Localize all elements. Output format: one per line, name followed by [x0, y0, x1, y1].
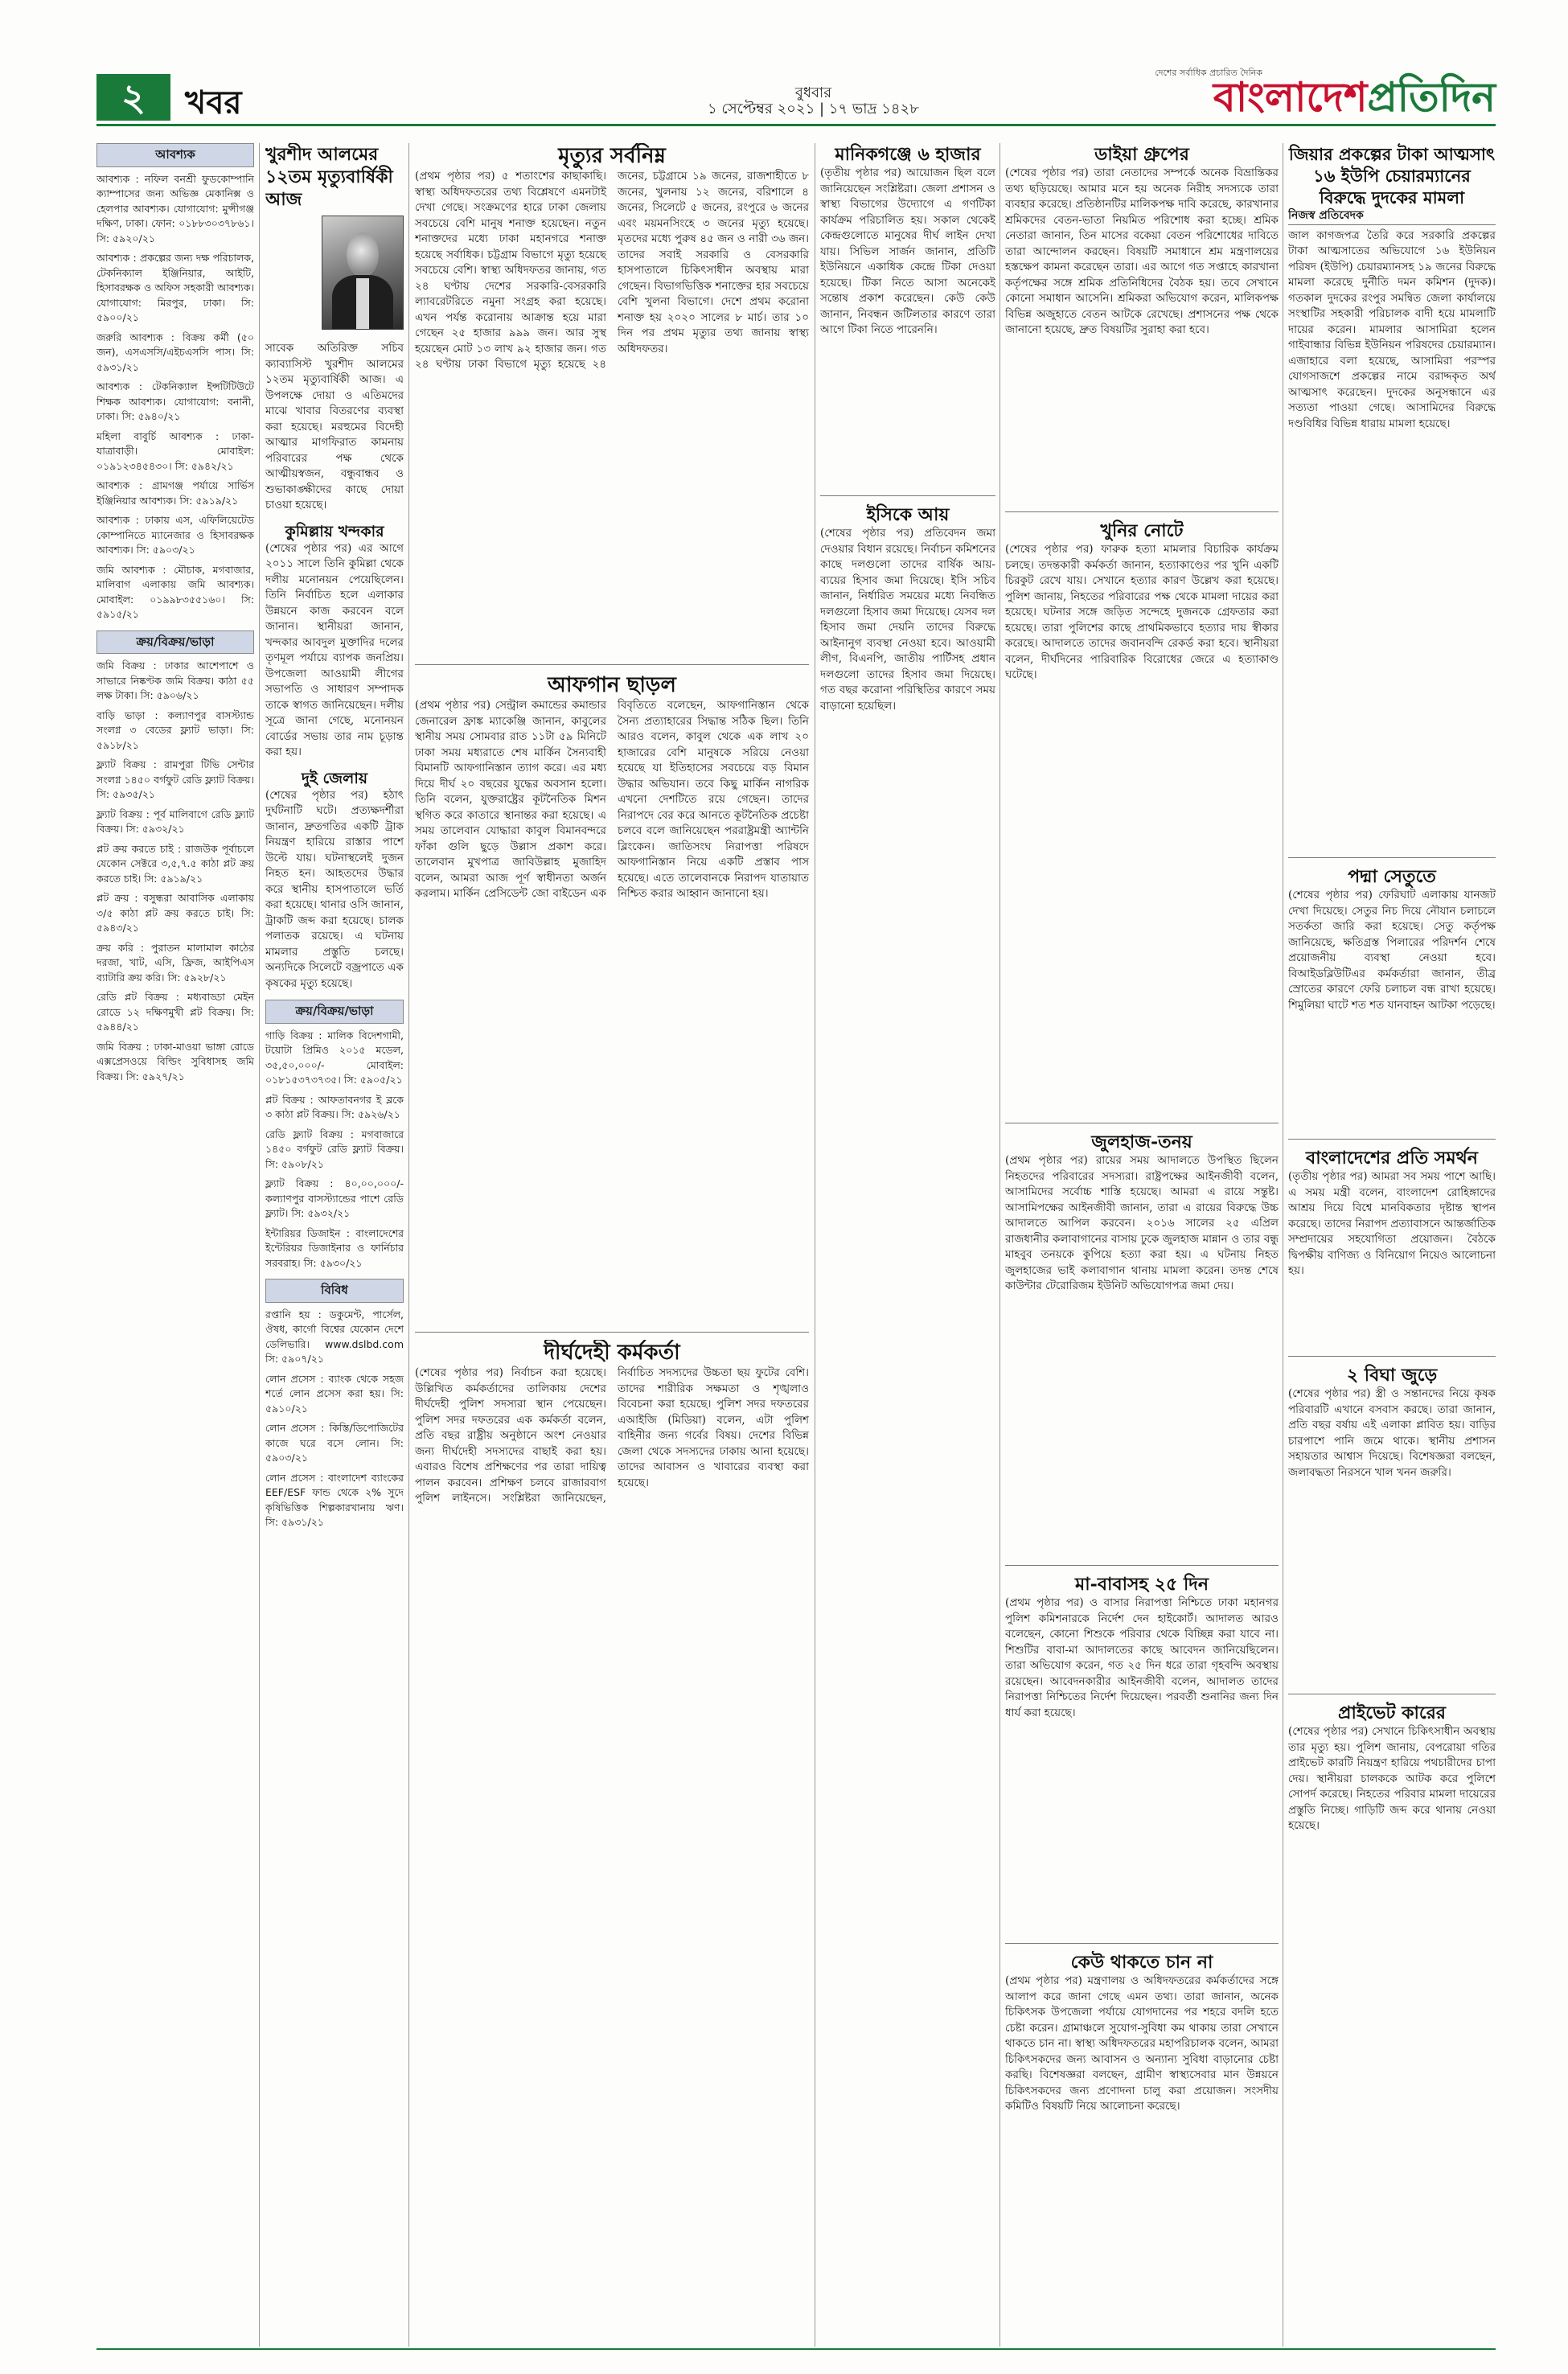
two-districts-text: (শেষের পৃষ্ঠার পর) হঠাৎ দুর্ঘটনাটি ঘটে। প্রত্যক্ষদর্শীরা জানান, দ্রুতগতির একটি ট্রাক নিয়ন্ত্রণ হারিয়ে রাস্তার পাশে উল্টে যায়। ঘটনাস্থলেই দুজন নিহত হন। আহতদের উদ্ধার করে স্থানীয় হাসপাতালে ভর্তি করা হয়েছে। থানার ওসি জানান, ট্রাকটি জব্দ করা হয়েছে। চালক পলাতক রয়েছে। এ ঘটনায় মামলার প্রস্তুতি চলছে। অন্যদিকে সিলেটে বজ্রপাতে এক কৃষকের মৃত্যু হয়েছে।	[265, 788, 404, 990]
weekday: বুধবার	[794, 84, 832, 101]
misc-entry: লোন প্রসেস : বাংলাদেশ ব্যাংকের EEF/ESF ফান্ড থেকে ২% সুদে কৃষিভিত্তিক শিল্পকারখানায় ঋণ। সি: ৫৯৩১/২১	[265, 1471, 404, 1528]
page-number: ২	[96, 74, 170, 121]
misc-heading: বিবিধ	[265, 1279, 404, 1303]
date: ১ সেপ্টেম্বর ২০২১ | ১৭ ভাদ্র ১৪২৮	[708, 101, 919, 117]
page-footer-rule	[96, 2348, 1496, 2350]
private-text: (শেষের পৃষ্ঠার পর) সেখানে চিকিৎসাধীন অবস্থায় তার মৃত্যু হয়। পুলিশ জানায়, বেপরোয়া গতির প্রাইভেট কারটি নিয়ন্ত্রণ হারিয়ে পথচারীদের চাপা দেয়। স্থানীয়রা চালককে আটক করে পুলিশে সোপর্দ করেছে। নিহতের পরিবার মামলা দায়েরের প্রস্তুতি নিচ্ছে। গাড়িটি জব্দ করে থানায় নেওয়া হয়েছে।	[1288, 1725, 1496, 1832]
manikganj-headline: মানিকগঞ্জে ৬ হাজার	[835, 144, 981, 165]
misc-list	[265, 1308, 404, 1530]
buysell-entry: জমি বিক্রয় : ঢাকা-মাওয়া ভাঙ্গা রোডে এক্সপ্রেসওয়ে বিল্ডিং সুবিধাসহ জমি বিক্রয়। সি: ৫৯২৭/২১	[96, 1040, 254, 1082]
buysell2-entry: ইন্টারিয়র ডিজাইন : বাংলাদেশের ইন্টেরিয়র ডিজাইনার ও ফার্নিচার সরবরাহ। সি: ৫৯৩০/২১	[265, 1226, 404, 1269]
flood-text: (প্রথম পৃষ্ঠার পর) রায়ের সময় আদালতে উপস্থিত ছিলেন নিহতদের পরিবারের সদস্যরা। রাষ্ট্রপক্ষের আইনজীবী বলেন, আসামিদের সর্বোচ্চ শাস্তি হয়েছে। আমরা এ রায়ে সন্তুষ্ট। আসামিপক্ষের আইনজীবী জানান, তারা এ রায়ের বিরুদ্ধে উচ্চ আদালতে আপিল করবেন। ২০১৬ সালের ২৫ এপ্রিল রাজধানীর কলাবাগানের বাসায় ঢুকে জুলহাজ মান্নান ও তার বন্ধু মাহবুব তনয়কে কুপিয়ে হত্যা করা হয়। এ ঘটনায় নিহত জুলহাজের ভাই কলাবাগান থানায় মামলা করেন। তদন্ত শেষে কাউন্টার টেরোরিজম ইউনিট অভিযোগপত্র জমা দেয়।	[1005, 1154, 1279, 1292]
story-divider	[1005, 1943, 1279, 1944]
twobigha-text: (শেষের পৃষ্ঠার পর) স্ত্রী ও সন্তানদের নিয়ে কৃষক পরিবারটি এখানে বসবাস করছে। তারা জানান, প্রতি বছর বর্ষায় এই এলাকা প্লাবিত হয়। বাড়ির চারপাশে পানি জমে থাকে। স্থানীয় প্রশাসন সহায়তার আশ্বাস দিয়েছে। বিশেষজ্ঞরা বলছেন, জলাবদ্ধতা নিরসনে খাল খনন জরুরি।	[1288, 1387, 1496, 1479]
buysell2-entry: প্লট বিক্রয় : আফতাবনগর ই ব্লকে ৩ কাঠা প্লট বিক্রয়। সি: ৫৯২৬/২১	[265, 1093, 404, 1120]
buysell2-list	[265, 1029, 404, 1271]
money-headline: খুনির নোটে	[1100, 520, 1184, 541]
newspaper-logo	[1213, 68, 1496, 134]
support-headline: বাংলাদেশের প্রতি সমর্থন	[1306, 1148, 1478, 1169]
sixty-headline: কেউ থাকতে চান না	[1070, 1952, 1213, 1973]
story-divider	[415, 664, 809, 665]
diaz-story	[1005, 143, 1279, 505]
logo-part2: প্রতিদিন	[1367, 73, 1496, 121]
sixteen-headline: জিয়ার প্রকল্পের টাকা আত্মসাৎ ১৬ ইউপি চেয়ারম্যানের বিরুদ্ধে দুদকের মামলা	[1288, 144, 1496, 207]
buysell-entry: বাড়ি ভাড়া : কল্যাণপুর বাসস্ট্যান্ড সংলগ্ন ৩ বেডের ফ্ল্যাট ভাড়া। সি: ৫৯১৮/২১	[96, 709, 254, 751]
logo-part1: বাংলাদেশ	[1213, 73, 1368, 121]
column-rule	[259, 143, 260, 2347]
sixteen-story	[1288, 143, 1496, 851]
flood-story	[1005, 1131, 1279, 1557]
buysell-heading: ক্রয়/বিক্রয়/ভাড়া	[96, 630, 254, 655]
afghan-story	[415, 672, 809, 1324]
padma-headline: পদ্মা সেতুতে	[1348, 866, 1436, 887]
story-divider	[1005, 511, 1279, 512]
classified-heading: আবশ্যক	[96, 143, 254, 167]
buysell2-entry: রেডি ফ্ল্যাট বিক্রয় : মগবাজারে ১৪৫০ বর্গফুট রেডি ফ্ল্যাট বিক্রয়। সি: ৫৯০৮/২১	[265, 1127, 404, 1170]
private-headline: প্রাইভেট কারের	[1338, 1702, 1446, 1723]
column-rule	[999, 143, 1000, 2347]
buysell-list	[96, 659, 254, 1084]
classified-entry: মহিলা বাবুর্চি আবশ্যক : ঢাকা-যাত্রাবাড়ী। মোবাইল: ০১৯১২৩৪৫৪৩০। সি: ৫৯৪২/২১	[96, 429, 254, 472]
mothers-text: (প্রথম পৃষ্ঠার পর) ও বাসার নিরাপত্তা নিশ্চিতে ঢাকা মহানগর পুলিশ কমিশনারকে নির্দেশ দেন হাইকোর্ট। আদালত আরও বলেছেন, কোনো শিশুকে পরিবার থেকে বিচ্ছিন্ন করা যাবে না। শিশুটির বাবা-মা আদালতের কাছে আবেদন জানিয়েছিলেন। তারা অভিযোগ করেন, গত ২৫ দিন ধরে তারা গৃহবন্দি অবস্থায় রয়েছেন। আবেদনকারীর আইনজীবী বলেন, আদালত তাদের নিরাপত্তা নিশ্চিতের নির্দেশ দিয়েছেন। পরবর্তী শুনানির জন্য দিন ধার্য করা হয়েছে।	[1005, 1596, 1279, 1719]
support-story	[1288, 1147, 1496, 1348]
misc-entry: লোন প্রসেস : কিস্তি/ডিপোজিটের কাজে ঘরে বসে লোন। সি: ৫৯০৩/২১	[265, 1422, 404, 1464]
afghan-headline: আফগান ছাড়ল	[548, 673, 676, 697]
death-text: (প্রথম পৃষ্ঠার পর) ৫ শতাংশের কাছাকাছি। স্বাস্থ্য অধিদফতরের তথ্য বিশ্লেষণে এমনটাই দেখা গেছে। সংক্রমণের হারে ঢাকা জেলায় সবচেয়ে বেশি মানুষ শনাক্ত হয়েছেন। নতুন শনাক্তদের মধ্যে ঢাকা মহানগরে শনাক্ত হয়েছে সর্বাধিক। চট্টগ্রাম বিভাগে মৃত্যু হয়েছে সবচেয়ে বেশি। স্বাস্থ্য অধিদফতর জানায়, গত ২৪ ঘণ্টায় দেশের সরকারি-বেসরকারি ল্যাবরেটরিতে নমুনা সংগ্রহ করা হয়েছে। এখন পর্যন্ত করোনায় আক্রান্ত হয়ে মারা গেছেন ২৫ হাজার ৯৯৯ জন। আর সুস্থ হয়েছেন মোট ১৩ লাখ ৯২ হাজার জন। গত ২৪ ঘণ্টায় ঢাকা বিভাগে মৃত্যু হয়েছে ২৪ জনের, চট্টগ্রামে ১৯ জনের, রাজশাহীতে ৮ জনের, খুলনায় ১২ জনের, বরিশালে ৪ জনের, সিলেটে ৫ জনের, রংপুরে ৬ জনের এবং ময়মনসিংহে ৩ জনের মৃত্যু হয়েছে। মৃতদের মধ্যে পুরুষ ৪৫ জন ও নারী ৩৬ জন। তাদের সবাই সরকারি ও বেসরকারি হাসপাতালে চিকিৎসাধীন অবস্থায় মারা গেছেন। বিভাগভিত্তিক শনাক্তের হার সবচেয়ে বেশি খুলনা বিভাগে। দেশে প্রথম করোনা শনাক্ত হয় ২০২০ সালের ৮ মার্চ। তার ১০ দিন পর প্রথম মৃত্যুর তথ্য জানায় স্বাস্থ্য অধিদফতর।	[415, 170, 809, 371]
death-headline: মৃত্যুর সর্বনিম্ন	[558, 144, 666, 168]
dateline	[708, 85, 919, 117]
buysell2-heading: ক্রয়/বিক্রয়/ভাড়া	[265, 1000, 404, 1024]
buysell-entry: ফ্ল্যাট বিক্রয় : রামপুরা টিভি সেন্টার সংলগ্ন ১৪৫০ বর্গফুট রেডি ফ্ল্যাট বিক্রয়। সি: ৫৯৩৫/২১	[96, 758, 254, 800]
buysell-entry: প্লট ক্রয় : বসুন্ধরা আবাসিক এলাকায় ৩/৫ কাঠা প্লট ক্রয় করতে চাই। সি: ৫৯৪৩/২১	[96, 892, 254, 934]
twobigha-headline: ২ বিঘা জুড়ে	[1346, 1365, 1438, 1386]
classified-entry: আবশ্যক : টেকনিক্যাল ইন্সটিটিউটে শিক্ষক আবশ্যক। যোগাযোগ: বনানী, ঢাকা। সি: ৫৯৪০/২১	[96, 380, 254, 422]
sixty-text: (প্রথম পৃষ্ঠার পর) মন্ত্রণালয় ও অধিদফতরের কর্মকর্তাদের সঙ্গে আলাপ করে জানা গেছে এমন তথ্য। তারা জানান, অনেক চিকিৎসক উপজেলা পর্যায়ে যোগদানের পর শহরে বদলি হতে চেষ্টা করেন। গ্রামাঞ্চলে সুযোগ-সুবিধা কম থাকায় তারা সেখানে থাকতে চান না। স্বাস্থ্য অধিদফতরের মহাপরিচালক বলেন, আমরা চিকিৎসকদের জন্য আবাসন ও অন্যান্য সুবিধা বাড়ানোর চেষ্টা করছি। বিশেষজ্ঞরা বলছেন, গ্রামীণ স্বাস্থ্যসেবার মান উন্নয়নে চিকিৎসকদের জন্য প্রণোদনা চালু করা প্রয়োজন। সংসদীয় কমিটিও বিষয়টি নিয়ে আলোচনা করেছে।	[1005, 1974, 1279, 2113]
afghan-text: (প্রথম পৃষ্ঠার পর) সেন্ট্রাল কমান্ডের কমান্ডার জেনারেল ফ্রাঙ্ক ম্যাকেঞ্জি জানান, কাবুলের স্থানীয় সময় সোমবার রাত ১১টা ৫৯ মিনিটে ঢাকা সময় মধ্যরাতে শেষ মার্কিন সৈন্যবাহী বিমানটি আফগানিস্তান ত্যাগ করে। এর মধ্য দিয়ে দীর্ঘ ২০ বছরের যুদ্ধের অবসান হলো। তিনি বলেন, যুক্তরাষ্ট্রের কূটনৈতিক মিশন স্থগিত করে কাতারে স্থানান্তর করা হয়েছে। এ সময় তালেবান যোদ্ধারা কাবুল বিমানবন্দরে ফাঁকা গুলি ছুড়ে উল্লাস প্রকাশ করে। তালেবান মুখপাত্র জাবিউল্লাহ মুজাহিদ বলেন, আমরা আজ পূর্ণ স্বাধীনতা অর্জন করলাম। মার্কিন প্রেসিডেন্ট জো বাইডেন এক বিবৃতিতে বলেছেন, আফগানিস্তান থেকে সৈন্য প্রত্যাহারের সিদ্ধান্ত সঠিক ছিল। তিনি আরও বলেন, কাবুল থেকে এক লাখ ২০ হাজারের বেশি মানুষকে সরিয়ে নেওয়া হয়েছে যা ইতিহাসের সবচেয়ে বড় বিমান উদ্ধার অভিযান। তবে কিছু মার্কিন নাগরিক এখনো দেশটিতে রয়ে গেছেন। তাদের নিরাপদে বের করে আনতে কূটনৈতিক প্রচেষ্টা চলবে বলে জানিয়েছেন পররাষ্ট্রমন্ত্রী অ্যান্টনি ব্লিংকেন। জাতিসংঘ নিরাপত্তা পরিষদে আফগানিস্তান নিয়ে একটি প্রস্তাব পাস হয়েছে। এতে তালেবানকে নিরাপদ যাতায়াত নিশ্চিত করার আহ্বান জানানো হয়।	[415, 699, 809, 900]
buysell-entry: রেডি প্লট বিক্রয় : মধ্যবাড্ডা মেইন রোডে ১২ দক্ষিণমুখী প্লট বিক্রয়। সি: ৫৯৪৪/২১	[96, 991, 254, 1033]
classified-list	[96, 172, 254, 622]
private-story	[1288, 1702, 1496, 2345]
masthead	[96, 68, 1496, 126]
ecc-story	[820, 503, 995, 2345]
mothers-headline: মা-বাবাসহ ২৫ দিন	[1075, 1574, 1209, 1595]
story-divider	[1005, 1565, 1279, 1566]
classified-entry: আবশ্যক : ঢাকায় এস, এফিলিয়েটেড কোম্পানিতে ম্যানেজার ও হিসাবরক্ষক আবশ্যক। সি: ৫৯০৩/২১	[96, 514, 254, 556]
diaz-text: (শেষের পৃষ্ঠার পর) তারা নেতাদের সম্পর্কে অনেক বিভ্রান্তিকর তথ্য ছড়িয়েছে। আমার মনে হয় অনেক নিরীহ সদস্যকে তারা ব্যবহার করেছে। প্রতিষ্ঠানটির মালিকপক্ষ দাবি করেছে, কারখানার শ্রমিকদের বেতন-ভাতা নিয়মিত পরিশোধ করা হচ্ছে। শ্রমিক নেতারা জানান, তিন মাসের বকেয়া বেতন পরিশোধের দাবিতে তারা আন্দোলন করছেন। বিষয়টি সমাধানে শ্রম মন্ত্রণালয়ের হস্তক্ষেপ কামনা করেছেন তারা। এর আগে গত সপ্তাহে কারখানা কর্তৃপক্ষের সঙ্গে শ্রমিক প্রতিনিধিদের বৈঠক হয়। তবে সেখানে কোনো সমাধান আসেনি। শ্রমিকরা অভিযোগ করেন, মালিকপক্ষ বিভিন্ন অজুহাতে বেতন আটকে রেখেছে। প্রশাসনের পক্ষ থেকে জানানো হয়েছে, দ্রুত বিষয়টির সুরাহা করা হবে।	[1005, 166, 1279, 336]
padma-story	[1288, 865, 1496, 1131]
support-text: (তৃতীয় পৃষ্ঠার পর) আমরা সব সময় পাশে আছি। এ সময় মন্ত্রী বলেন, বাংলাদেশ রোহিঙ্গাদের আশ্রয় দিয়ে বিশ্বে মানবিকতার দৃষ্টান্ত স্থাপন করেছে। তাদের নিরাপদ প্রত্যাবাসনে আন্তর্জাতিক সম্প্রদায়ের সহযোগিতা প্রয়োজন। বৈঠকে দ্বিপক্ষীয় বাণিজ্য ও বিনিয়োগ নিয়েও আলোচনা হয়।	[1288, 1170, 1496, 1277]
sixty-story	[1005, 1951, 1279, 2345]
buysell2-entry: গাড়ি বিক্রয় : মালিক বিদেশগামী, টয়োটা প্রিমিও ২০১৫ মডেল, ৩৫,৫০,০০০/- মোবাইল: ০১৮১৫৩৭৩৭৩৫। সি: ৫৯০৫/২১	[265, 1029, 404, 1086]
comilla-text: (শেষের পৃষ্ঠার পর) এর আগে ২০১১ সালে তিনি কুমিল্লা থেকে দলীয় মনোনয়ন পেয়েছিলেন। তিনি নির্বাচিত হলে এলাকার উন্নয়নে কাজ করবেন বলে জানান। স্থানীয়রা জানান, খন্দকার আবদুল মুক্তাদির দলের তৃণমূল পর্যায়ে ব্যাপক জনপ্রিয়। উপজেলা আওয়ামী লীগের সভাপতি ও সাধারণ সম্পাদক তাকে স্বাগত জানিয়েছেন। দলীয় সূত্রে জানা গেছে, মনোনয়ন বোর্ডের সভায় তার নাম চূড়ান্ত করা হয়।	[265, 541, 404, 758]
comilla-headline: কুমিল্লায় খন্দকার	[285, 522, 384, 540]
manikganj-text: (তৃতীয় পৃষ্ঠার পর) আয়োজন ছিল বলে জানিয়েছেন সংশ্লিষ্টরা। জেলা প্রশাসন ও স্বাস্থ্য বিভাগের উদ্যোগে এ গণটিকা কার্যক্রম পরিচালিত হয়। সকাল থেকেই কেন্দ্রগুলোতে মানুষের দীর্ঘ লাইন দেখা যায়। সিভিল সার্জন জানান, প্রতিটি ইউনিয়নে একাধিক কেন্দ্রে টিকা দেওয়া হয়েছে। টিকা নিতে আসা অনেকেই সন্তোষ প্রকাশ করেছেন। কেউ কেউ জানান, নিবন্ধন জটিলতার কারণে তারা আগে টিকা নিতে পারেননি।	[820, 166, 995, 336]
manikganj-story	[820, 143, 995, 489]
birthday-headline: খুরশীদ আলমের ১২তম মৃত্যুবার্ষিকী আজ	[265, 144, 393, 210]
buysell-entry: প্লট ক্রয় করতে চাই : রাজউক পূর্বাচলে যেকোন সেক্টরে ৩,৫,৭.৫ কাঠা প্লট ক্রয় করতে চাই। সি: ৫৯১৯/২১	[96, 842, 254, 885]
logo-tagline: দেশের সর্বাধিক প্রচারিত দৈনিক	[1155, 68, 1262, 78]
classified-entry: আবশ্যক : নফিল বনশ্রী ফুডকোম্পানি ক্যাম্পাসের জন্য অভিজ্ঞ মেকানিক্স ও হেলপার আবশ্যক। যোগাযোগ: মুন্সীগঞ্জ দক্ষিণ, ঢাকা। ফোন: ০১৮৮৩০৩৭৮৬১। সি: ৫৯২০/২১	[96, 172, 254, 244]
death-story	[415, 143, 809, 658]
sixteen-text: জাল কাগজপত্র তৈরি করে সরকারি প্রকল্পের টাকা আত্মসাতের অভিযোগে ১৬ ইউনিয়ন পরিষদ (ইউপি) চেয়ারম্যানসহ ১৯ জনের বিরুদ্ধে মামলা করেছে দুর্নীতি দমন কমিশন (দুদক)। গতকাল দুদকের রংপুর সমন্বিত জেলা কার্যালয়ে সংস্থাটির সহকারী পরিচালক বাদী হয়ে মামলাটি দায়ের করেন। মামলার আসামিরা হলেন গাইবান্ধার বিভিন্ন ইউনিয়ন পরিষদের চেয়ারম্যান। এজাহারে বলা হয়েছে, আসামিরা পরস্পর যোগসাজশে প্রকল্পের নামে বরাদ্দকৃত অর্থ আত্মসাৎ করেছেন। দুদকের অনুসন্ধানে এর সত্যতা পাওয়া গেছে। আসামিদের বিরুদ্ধে দণ্ডবিধির বিভিন্ন ধারায় মামলা হয়েছে।	[1288, 228, 1496, 430]
ecc-headline: ইসিকে আয়	[866, 504, 950, 525]
column-two	[265, 143, 404, 2347]
longlife-headline: দীর্ঘদেহী কর্মকর্তা	[544, 1341, 680, 1365]
buysell-entry: জমি বিক্রয় : ঢাকার আশেপাশে ও সাভারে নিষ্কণ্টক জমি বিক্রয়। কাঠা ৫৫ লক্ষ টাকা। সি: ৫৯০৬/২১	[96, 659, 254, 701]
classified-entry: জমি আবশ্যক : মৌচাক, মগবাজার, মালিবাগ এলাকায় জমি আবশ্যক। মোবাইল: ০১৯৯৮৩৫৫১৬০। সি: ৫৯১৫/২১	[96, 563, 254, 620]
story-divider	[1288, 1356, 1496, 1357]
money-story	[1005, 520, 1279, 1115]
story-divider	[415, 1332, 809, 1333]
section-title: খবর	[185, 84, 242, 121]
buysell2-entry: ফ্ল্যাট বিক্রয় : ৪০,০০,০০০/- কল্যাণপুর বাসস্ট্যান্ডের পাশে রেডি ফ্ল্যাট। সি: ৫৯৩২/২১	[265, 1177, 404, 1219]
story-divider	[1288, 1139, 1496, 1140]
padma-text: (শেষের পৃষ্ঠার পর) ফেরিঘাট এলাকায় যানজট দেখা দিয়েছে। সেতুর নিচ দিয়ে নৌযান চলাচলে সতর্কতা জারি করা হয়েছে। সেতু কর্তৃপক্ষ জানিয়েছে, ক্ষতিগ্রস্ত পিলারের পরিদর্শন শেষে প্রয়োজনীয় ব্যবস্থা নেওয়া হবে। বিআইডব্লিউটিএর কর্মকর্তারা জানান, তীব্র স্রোতের কারণে ফেরি চলাচল বন্ধ রাখা হয়েছে। শিমুলিয়া ঘাটে শত শত যানবাহন আটকা পড়েছে।	[1288, 889, 1496, 1012]
longlife-story	[415, 1340, 809, 2345]
classified-entry: আবশ্যক : প্রকল্পের জন্য দক্ষ পরিচালক, টেকনিক্যাল ইঞ্জিনিয়ার, আইটি, হিসাবরক্ষক ও অফিস সহকারী আবশ্যক। যোগাযোগ: মিরপুর, ঢাকা। সি: ৫৯০০/২১	[96, 252, 254, 323]
classifieds-column	[96, 143, 254, 2347]
buysell-entry: ক্রয় করি : পুরাতন মালামাল কাঠের দরজা, খাট, এসি, ফ্রিজ, আইপিএস ব্যাটারি ক্রয় করি। সি: ৫৯২৮/২১	[96, 941, 254, 984]
classified-entry: আবশ্যক : গ্রামগঞ্জ পর্যায়ে সার্ভিস ইঞ্জিনিয়ার আবশ্যক। সি: ৫৯১৯/২১	[96, 479, 254, 507]
money-text: (শেষের পৃষ্ঠার পর) ফারুক হত্যা মামলার বিচারিক কার্যক্রম চলছে। তদন্তকারী কর্মকর্তা জানান, হত্যাকাণ্ডের পর খুনি একটি চিরকুট রেখে যায়। সেখানে হত্যার কারণ উল্লেখ করা হয়েছে। পুলিশ জানায়, নিহতের পরিবারের পক্ষ থেকে মামলা দায়ের করা হয়েছে। ঘটনার সঙ্গে জড়িত সন্দেহে দুজনকে গ্রেফতার করা হয়েছে। তারা পুলিশের কাছে প্রাথমিকভাবে হত্যার দায় স্বীকার করেছে। আদালতে তাদের জবানবন্দি রেকর্ড করা হবে। স্থানীয়রা বলেন, দীর্ঘদিনের পারিবারিক বিরোধের জেরে এ হত্যাকাণ্ড ঘটেছে।	[1005, 543, 1279, 681]
flood-headline: জুলহাজ-তনয়	[1091, 1132, 1192, 1152]
ecc-text: (শেষের পৃষ্ঠার পর) প্রতিবেদন জমা দেওয়ার বিধান রয়েছে। নির্বাচন কমিশনের কাছে দলগুলো তাদের বার্ষিক আয়-ব্যয়ের হিসাব জমা দিয়েছে। ইসি সচিব জানান, নির্ধারিত সময়ের মধ্যে নিবন্ধিত দলগুলো হিসাব জমা দিয়েছে। যেসব দল হিসাব জমা দেয়নি তাদের বিরুদ্ধে আইনানুগ ব্যবস্থা নেওয়া হবে। আওয়ামী লীগ, বিএনপি, জাতীয় পার্টিসহ প্রধান দলগুলো তাদের হিসাব জমা দিয়েছে। গত বছর করোনা পরিস্থিতির কারণে সময় বাড়ানো হয়েছিল।	[820, 527, 995, 713]
classified-entry: জরুরি আবশ্যক : বিক্রয় কর্মী (৫০ জন), এসএসসি/এইচএসসি পাস। সি: ৫৯৩১/২১	[96, 331, 254, 373]
column-rule	[408, 143, 409, 2347]
longlife-text: (শেষের পৃষ্ঠার পর) নির্বাচন করা হয়েছে। উল্লিখিত কর্মকর্তাদের তালিকায় দেশের দীর্ঘদেহী পুলিশ সদস্যরা স্থান পেয়েছেন। পুলিশ সদর দফতরের এক কর্মকর্তা বলেন, প্রতি বছর রাষ্ট্রীয় অনুষ্ঠানে অংশ নেওয়ার জন্য দীর্ঘদেহী সদস্যদের বাছাই করা হয়। এবারও বিশেষ প্রশিক্ষণের পর তারা দায়িত্ব পালন করবেন। প্রশিক্ষণ চলবে রাজারবাগ পুলিশ লাইনসে। সংশ্লিষ্টরা জানিয়েছেন, নির্বাচিত সদস্যদের উচ্চতা ছয় ফুটের বেশি। তাদের শারীরিক সক্ষমতা ও শৃঙ্খলাও বিবেচনা করা হয়েছে। পুলিশ সদর দফতরের এআইজি (মিডিয়া) বলেন, এটা পুলিশ বাহিনীর জন্য গর্বের বিষয়। দেশের বিভিন্ন জেলা থেকে সদস্যদের ঢাকায় আনা হয়েছে। তাদের আবাসন ও খাবারের ব্যবস্থা করা হয়েছে।	[415, 1366, 809, 1505]
two-districts-headline: দুই জেলায়	[301, 769, 368, 787]
misc-entry: রপ্তানি হয় : ডকুমেন্ট, পার্সেল, ঔষধ, কার্গো বিশ্বের যেকোন দেশে ডেলিভারি। www.dslbd.com সি: ৫৯০৭/২১	[265, 1308, 404, 1365]
story-divider	[1288, 857, 1496, 858]
sixteen-byline: নিজস্ব প্রতিবেদক	[1288, 208, 1496, 225]
birthday-text: সাবেক অতিরিক্ত সচিব ক্যাব্যাসিস্ট খুরশীদ আলমের ১২তম মৃত্যুবার্ষিকী আজ। এ উপলক্ষে দোয়া ও এতিমদের মাঝে খাবার বিতরণের ব্যবস্থা করা হয়েছে। মরহুমের বিদেহী আত্মার মাগফিরাত কামনায় পরিবারের পক্ষ থেকে আত্মীয়স্বজন, বন্ধুবান্ধব ও শুভাকাঙ্ক্ষীদের কাছে দোয়া চাওয়া হয়েছে।	[265, 342, 404, 511]
misc-entry: লোন প্রসেস : ব্যাংক থেকে সহজ শর্তে লোন প্রসেস করা হয়। সি: ৫৯১০/২১	[265, 1372, 404, 1415]
portrait-photo	[322, 216, 404, 330]
mothers-story	[1005, 1573, 1279, 1935]
buysell-entry: ফ্ল্যাট বিক্রয় : পূর্ব মালিবাগে রেডি ফ্ল্যাট বিক্রয়। সি: ৫৯৩২/২১	[96, 807, 254, 835]
birthday-lead	[265, 216, 317, 230]
story-divider	[820, 495, 995, 496]
diaz-headline: ডাইয়া গ্রুপের	[1094, 144, 1189, 165]
twobigha-story	[1288, 1364, 1496, 1686]
